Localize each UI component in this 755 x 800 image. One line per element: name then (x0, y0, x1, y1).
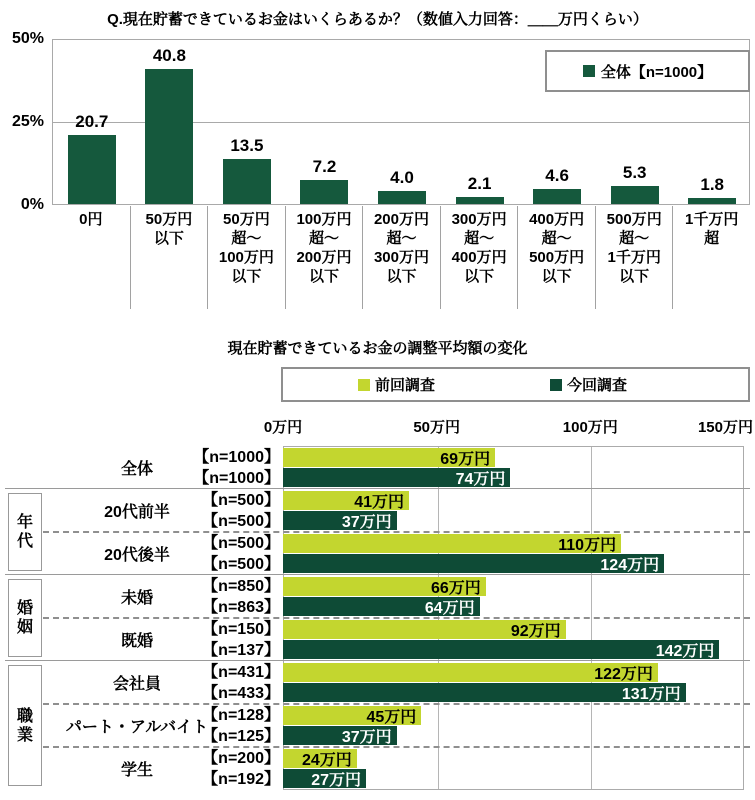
top-ytick: 25% (11, 113, 44, 130)
top-bar-value: 2.1 (467, 174, 492, 193)
bottom-xtick: 0万円 (263, 419, 303, 436)
top-x-label-line: 300万円 (373, 249, 429, 266)
top-x-label-line: 100万円 (218, 249, 274, 266)
row-n-previous: 【n=500】 (202, 492, 280, 509)
row-n-labels (140, 662, 280, 704)
previous-bar-value: 41万円 (354, 494, 404, 511)
top-x-label-line: 0円 (79, 211, 103, 228)
group-label: 職業 (16, 707, 33, 744)
previous-survey-bar (283, 663, 658, 682)
bottom-rows (0, 446, 755, 790)
top-x-label (362, 206, 440, 309)
top-bar-value: 20.7 (75, 112, 109, 132)
row-n-labels (140, 705, 280, 747)
previous-bar-value: 69万円 (440, 451, 491, 468)
current-survey-bar (283, 468, 510, 487)
top-bar (68, 135, 116, 204)
top-bar (456, 197, 504, 204)
legend-item-current-survey (550, 374, 627, 395)
top-x-label-line: 超～ (231, 230, 262, 247)
chart-row (0, 661, 755, 704)
legend-swatch-current (550, 379, 562, 391)
top-x-label (440, 206, 518, 309)
row-n-previous: 【n=500】 (202, 535, 280, 552)
top-bar (145, 69, 193, 205)
row-n-current: 【n=500】 (202, 513, 280, 530)
previous-survey-bar (283, 448, 495, 467)
previous-survey-bar (283, 577, 486, 596)
row-n-labels (140, 748, 280, 790)
top-legend-label: 全体【n=1000】 (600, 63, 713, 81)
chart-row (0, 618, 755, 661)
bottom-xaxis-labels (0, 416, 755, 436)
previous-bar-value: 45万円 (366, 709, 417, 726)
row-n-current: 【n=125】 (202, 728, 280, 745)
top-x-label (595, 206, 673, 309)
previous-survey-bar (283, 706, 421, 725)
top-x-label-line: 以下 (153, 230, 184, 247)
row-n-current: 【n=500】 (202, 556, 280, 573)
current-survey-bar (283, 726, 397, 745)
bottom-chart-title: 現在貯蓄できているお金の調整平均額の変化 (227, 340, 528, 357)
previous-bar-value: 66万円 (430, 580, 481, 597)
row-n-current: 【n=863】 (202, 599, 280, 616)
top-legend (545, 50, 750, 92)
top-x-label-line: 以下 (619, 268, 650, 285)
previous-bar-value: 92万円 (510, 623, 561, 640)
previous-bar-value: 122万円 (594, 666, 653, 683)
top-x-label-line: 1千万円 (607, 249, 661, 266)
top-x-label-line: 以下 (464, 268, 495, 285)
top-x-label-line: 1千万円 (685, 211, 739, 228)
previous-survey-bar (283, 491, 409, 510)
top-x-label-line: 400万円 (451, 249, 507, 266)
row-n-previous: 【n=850】 (202, 578, 280, 595)
current-survey-bar (283, 554, 664, 573)
row-n-current: 【n=192】 (202, 771, 280, 788)
top-x-label-line: 以下 (386, 268, 417, 285)
row-n-previous: 【n=1000】 (193, 449, 280, 466)
current-bar-value: 37万円 (341, 729, 392, 746)
group-box-3 (8, 665, 42, 786)
previous-bar-value: 24万円 (301, 752, 352, 769)
row-n-current: 【n=137】 (202, 642, 280, 659)
top-x-label-line: 50万円 (145, 211, 193, 228)
top-x-label-line: 超～ (619, 230, 650, 247)
top-x-label (207, 206, 285, 309)
top-x-label-line: 以下 (231, 268, 262, 285)
top-x-label-line: 50万円 (223, 211, 270, 228)
top-x-label-line: 200万円 (296, 249, 352, 266)
current-bar-value: 74万円 (455, 471, 506, 488)
top-xaxis-labels (52, 206, 750, 309)
legend-label-previous: 前回調査 (375, 377, 436, 394)
top-x-label-line: 100万円 (296, 211, 352, 228)
bottom-legend (281, 367, 750, 402)
row-n-previous: 【n=200】 (202, 750, 280, 767)
top-bar (611, 186, 659, 204)
top-bar (688, 198, 736, 204)
top-x-label (285, 206, 363, 309)
current-survey-bar (283, 511, 397, 530)
current-bar-value: 27万円 (311, 772, 361, 789)
top-x-label (130, 206, 208, 309)
row-n-previous: 【n=128】 (202, 707, 280, 724)
top-bar-value: 1.8 (700, 175, 724, 194)
top-x-label-line: 200万円 (373, 211, 429, 228)
top-ytick: 50% (11, 30, 44, 47)
top-x-label-line: 300万円 (451, 211, 507, 228)
current-bar-value: 131万円 (621, 686, 681, 703)
row-n-labels (140, 447, 280, 489)
top-x-label-line: 以下 (541, 268, 572, 285)
top-bar-value: 5.3 (622, 163, 647, 183)
row-n-labels (140, 576, 280, 618)
chart-row (0, 747, 755, 790)
previous-survey-bar (283, 620, 566, 639)
row-n-labels (140, 490, 280, 532)
previous-survey-bar (283, 749, 357, 768)
row-n-labels (140, 533, 280, 575)
row-category-label: 会社員 (112, 676, 161, 693)
row-n-current: 【n=433】 (202, 685, 280, 702)
group-box-2 (8, 579, 42, 657)
group-label: 婚姻 (16, 600, 33, 636)
previous-bar-value: 110万円 (558, 537, 617, 554)
top-bar (533, 189, 581, 204)
legend-swatch-previous (358, 379, 370, 391)
row-category-label: 未婚 (120, 590, 153, 607)
row-category-label: パート・アルバイト (65, 719, 209, 736)
legend-item-previous-survey (358, 374, 435, 395)
top-chart-title: Q.現在貯蓄できているお金はいくらあるか？（数値入力回答：＿＿万円くらい） (107, 11, 648, 28)
chart-row (0, 704, 755, 747)
chart-row (0, 489, 755, 532)
top-bar-value: 7.2 (312, 157, 337, 177)
top-ytick: 0% (20, 196, 44, 213)
row-n-previous: 【n=431】 (202, 664, 280, 681)
top-x-label-line: 500万円 (606, 211, 662, 228)
top-bar (378, 191, 426, 204)
bottom-xtick: 150万円 (697, 419, 753, 436)
row-n-current: 【n=1000】 (193, 470, 280, 487)
current-survey-bar (283, 683, 686, 702)
row-category-label: 全体 (120, 461, 153, 478)
chart-row (0, 532, 755, 575)
current-survey-bar (283, 640, 719, 659)
bottom-xtick: 100万円 (562, 419, 618, 436)
top-x-label-line: 500万円 (529, 249, 585, 266)
top-x-label-line: 超～ (464, 230, 495, 247)
top-x-label-line: 400万円 (529, 211, 585, 228)
previous-survey-bar (283, 534, 621, 553)
current-bar-value: 124万円 (600, 557, 660, 574)
current-bar-value: 64万円 (424, 600, 475, 617)
top-bar-value: 13.5 (230, 136, 264, 156)
top-x-label (672, 206, 750, 309)
row-category-label: 学生 (120, 762, 153, 779)
row-n-labels (140, 619, 280, 661)
top-x-label (517, 206, 595, 309)
chart-row (0, 446, 755, 489)
top-x-label-line: 超～ (541, 230, 572, 247)
top-x-label-line: 超～ (386, 230, 417, 247)
top-bar (223, 159, 271, 204)
top-bar-value: 4.0 (390, 167, 414, 187)
top-bar-value: 40.8 (152, 45, 186, 65)
bottom-xtick: 50万円 (413, 419, 461, 436)
top-x-label (52, 206, 130, 309)
top-x-label-line: 超 (704, 230, 720, 247)
legend-label-current: 今回調査 (567, 377, 628, 394)
legend-swatch-total (583, 65, 595, 77)
top-bar-value: 4.6 (545, 165, 569, 185)
current-bar-value: 142万円 (655, 643, 715, 660)
current-survey-bar (283, 769, 366, 788)
group-box-1 (8, 493, 42, 571)
top-bar (300, 180, 348, 204)
row-category-label: 20代後半 (104, 547, 170, 564)
current-survey-bar (283, 597, 480, 616)
row-category-label: 20代前半 (104, 504, 170, 521)
top-x-label-line: 以下 (308, 268, 339, 285)
row-category-label: 既婚 (120, 633, 153, 650)
row-n-previous: 【n=150】 (202, 621, 280, 638)
current-bar-value: 37万円 (341, 514, 392, 531)
top-x-label-line: 超～ (308, 230, 339, 247)
chart-row (0, 575, 755, 618)
group-label: 年代 (16, 514, 33, 550)
